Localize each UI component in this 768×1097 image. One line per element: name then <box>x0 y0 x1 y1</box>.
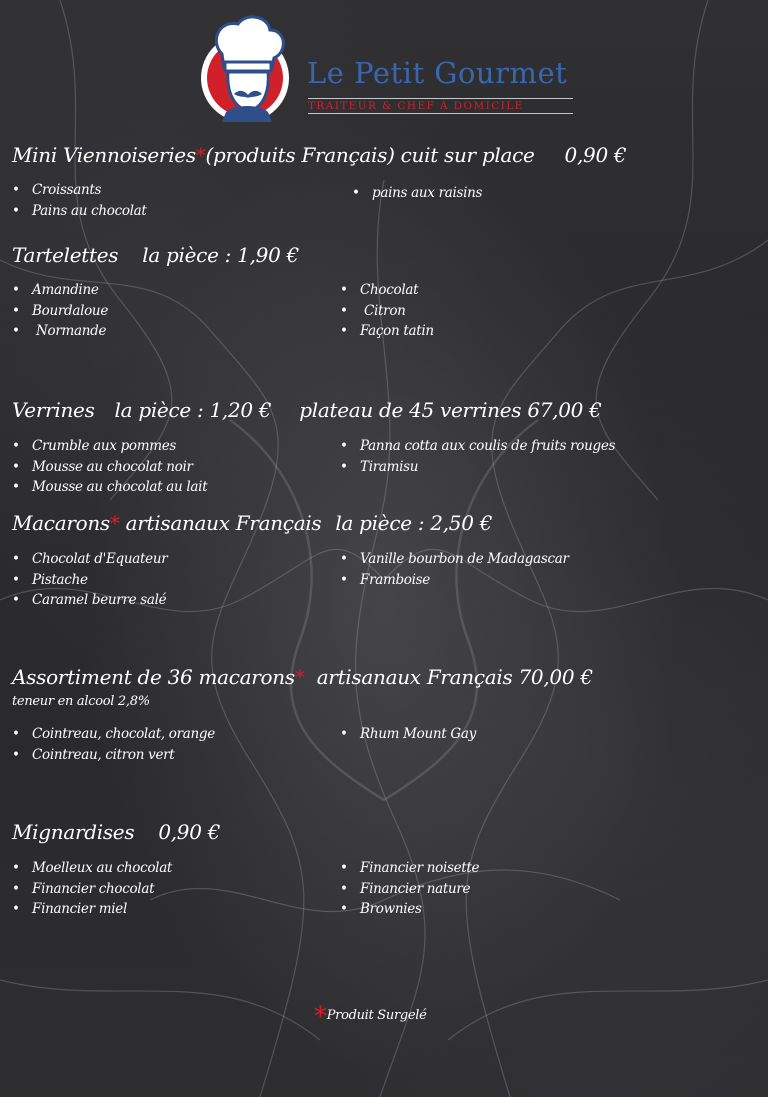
list-item: • Pistache <box>12 570 167 591</box>
tartelettes-list-left <box>12 280 108 342</box>
list-item: • Framboise <box>340 570 569 591</box>
list-item: • Façon tatin <box>340 321 434 342</box>
frozen-star-icon: * <box>195 143 206 167</box>
brand-name: Le Petit Gourmet <box>307 56 568 90</box>
assortiment-subtitle: artisanaux Français 70,00 € <box>316 665 593 689</box>
section-viennoiseries-heading <box>12 143 626 167</box>
macarons-price: la pièce : 2,50 € <box>335 511 493 535</box>
viennoiseries-list-left <box>12 180 147 221</box>
viennoiseries-price: 0,90 € <box>564 143 627 167</box>
verrines-list-left <box>12 436 207 498</box>
list-item: • Amandine <box>12 280 108 301</box>
list-item: • Mousse au chocolat noir <box>12 457 207 478</box>
macarons-subtitle: artisanaux Français <box>125 511 322 535</box>
verrines-title: Verrines <box>12 398 95 422</box>
list-item: • Normande <box>12 321 108 342</box>
list-item: • Brownies <box>340 899 479 920</box>
alcohol-content-note: teneur en alcool 2,8% <box>12 694 150 709</box>
viennoiseries-title: Mini Viennoiseries <box>12 143 196 167</box>
list-item: • Croissants <box>12 180 147 201</box>
section-assortiment-heading <box>12 665 593 689</box>
verrines-list-right <box>340 436 615 477</box>
tartelettes-title: Tartelettes <box>12 243 119 267</box>
list-item: • Bourdaloue <box>12 301 108 322</box>
list-item: • pains aux raisins <box>340 183 482 204</box>
frozen-product-label: Produit Surgelé <box>326 1008 427 1023</box>
verrines-price: la pièce : 1,20 € <box>114 398 272 422</box>
macarons-list-left <box>12 549 167 611</box>
mignardises-list-left <box>12 858 172 920</box>
list-item: • Citron <box>340 301 434 322</box>
assortiment-list-right <box>340 724 476 745</box>
macarons-list-right <box>340 549 569 590</box>
list-item: • Financier miel <box>12 899 172 920</box>
list-item: • Cointreau, citron vert <box>12 745 215 766</box>
list-item: • Pains au chocolat <box>12 201 147 222</box>
list-item: • Panna cotta aux coulis de fruits rouges <box>340 436 615 457</box>
list-item: • Crumble aux pommes <box>12 436 207 457</box>
section-macarons-heading <box>12 511 492 535</box>
list-item: • Rhum Mount Gay <box>340 724 476 745</box>
mignardises-title: Mignardises <box>12 820 135 844</box>
section-mignardises-heading <box>12 820 220 844</box>
list-item: • Financier chocolat <box>12 879 172 900</box>
viennoiseries-subtitle: (produits Français) cuit sur place <box>205 143 535 167</box>
frozen-star-icon: * <box>294 665 305 689</box>
tartelettes-list-right <box>340 280 434 342</box>
list-item: • Cointreau, chocolat, orange <box>12 724 215 745</box>
viennoiseries-list-right <box>340 183 482 204</box>
list-item: • Tiramisu <box>340 457 615 478</box>
list-item: • Chocolat d'Equateur <box>12 549 167 570</box>
macarons-title: Macarons <box>12 511 110 535</box>
section-verrines-heading <box>12 398 602 422</box>
tartelettes-price: la pièce : 1,90 € <box>142 243 299 267</box>
list-item: • Mousse au chocolat au lait <box>12 477 207 498</box>
list-item: • Chocolat <box>340 280 434 301</box>
assortiment-list-left <box>12 724 215 765</box>
mignardises-list-right <box>340 858 479 920</box>
frozen-star-icon: * <box>314 1002 327 1032</box>
frozen-star-icon: * <box>109 511 120 535</box>
section-tartelettes-heading <box>12 243 299 267</box>
list-item: • Moelleux au chocolat <box>12 858 172 879</box>
list-item: • Financier nature <box>340 879 479 900</box>
assortiment-title: Assortiment de 36 macarons <box>12 665 295 689</box>
list-item: • Vanille bourbon de Madagascar <box>340 549 569 570</box>
list-item: • Caramel beurre salé <box>12 590 167 611</box>
verrines-plateau-price: plateau de 45 verrines 67,00 € <box>299 398 602 422</box>
mignardises-price: 0,90 € <box>158 820 221 844</box>
brand-tagline: TRAITEUR & CHEF À DOMICILE <box>308 98 573 114</box>
frozen-product-legend <box>314 1002 427 1032</box>
list-item: • Financier noisette <box>340 858 479 879</box>
